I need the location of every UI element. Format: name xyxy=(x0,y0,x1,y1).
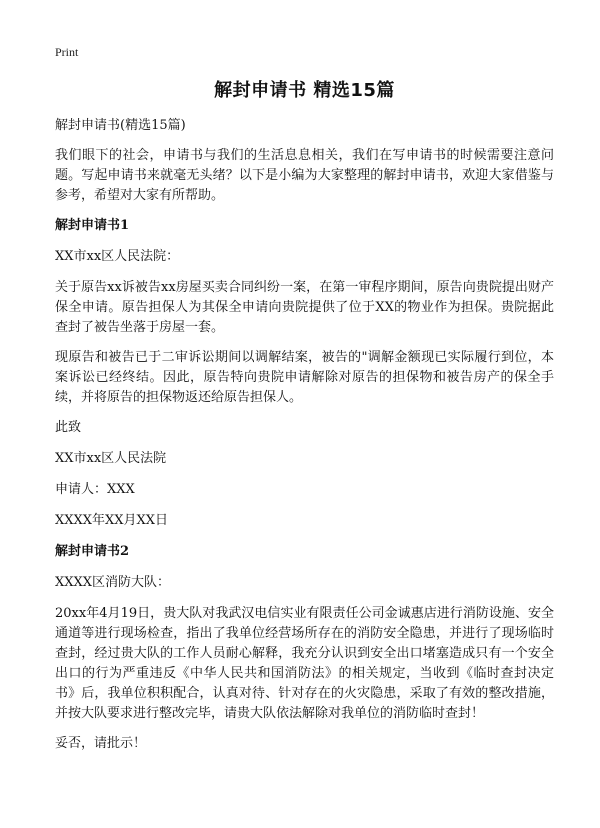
closing-line: 妥否，请批示！ xyxy=(55,736,147,751)
body-paragraph: 关于原告xx诉被告xx房屋买卖合同纠纷一案，在第一审程序期间，原告向贵院提出财产保全申请。原告担保人为其保全申请向贵院提供了位于XX的物业作为担保。贵院据此查封了被告坐落于房屋一套。 xyxy=(55,280,554,335)
section-heading: 解封申请书2 xyxy=(55,544,130,559)
applicant-line: 申请人：XXX xyxy=(55,482,135,497)
closing-salutation: 此致 xyxy=(55,420,82,435)
recipient-line: XX市xx区人民法院 xyxy=(55,451,167,466)
body-paragraph: 现原告和被告已于二审诉讼期间以调解结案，被告的"调解金额现已实际履行到位，本案诉讼已经终结。因此，原告特向贵院申请解除对原告的担保物和被告房产的保全手续，并将原告的担保物返还给原告担保人。 xyxy=(55,350,554,405)
intro-paragraph: 我们眼下的社会，申请书与我们的生活息息相关，我们在写申请书的时候需要注意问题。写起申请书来就毫无头绪？以下是小编为大家整理的解封申请书，欢迎大家借鉴与参考，希望对大家有所帮助。 xyxy=(55,148,554,203)
addressee: XXXX区消防大队： xyxy=(55,575,171,590)
document-subtitle: 解封申请书(精选15篇) xyxy=(55,118,186,133)
addressee: XX市xx区人民法院： xyxy=(55,249,180,264)
print-label[interactable]: Print xyxy=(55,45,79,59)
document-title: 解封申请书 精选15篇 xyxy=(214,80,395,101)
date-line: XXXX年XX月XX日 xyxy=(55,513,169,528)
body-paragraph: 20xx年4月19日，贵大队对我武汉电信实业有限责任公司金诚惠店进行消防设施、安全通道等进行现场检查，指出了我单位经营场所存在的消防安全隐患，并进行了现场临时查封，经过贵大队的工作人员耐心解释，我充分认识到安全出口堵塞造成只有一个安全出口的行为严重违反《中华人民共和国消防法》的相关规定，当收到《临时查封决定书》后，我单位积积配合，认真对待、针对存在的火灾隐患，采取了有效的整改措施，并按大队要求进行整改完毕，请贵大队依法解除对我单位的消防临时查封！ xyxy=(55,606,554,721)
section-heading: 解封申请书1 xyxy=(55,218,130,233)
